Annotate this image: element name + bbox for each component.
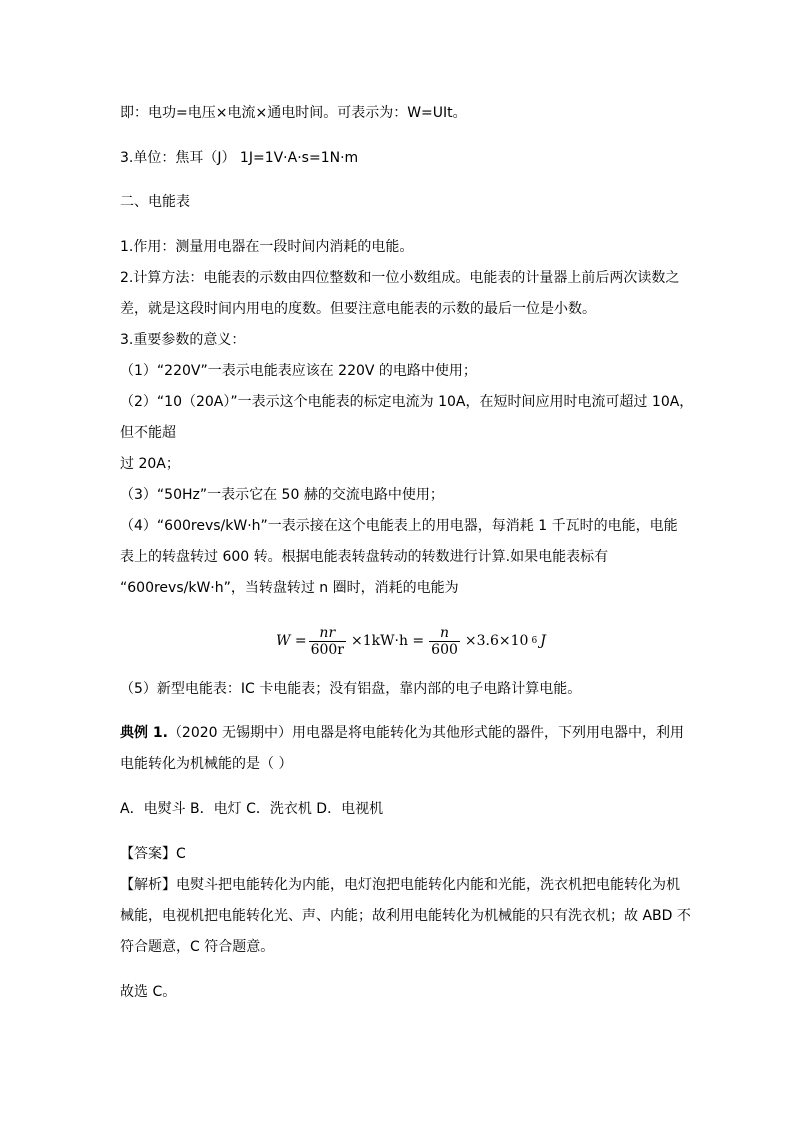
text-line: 表上的转盘转过 600 转。根据电能表转盘转动的转数进行计算.如果电能表标有 <box>120 549 609 565</box>
conclusion-line: 故选 C。 <box>120 984 177 1000</box>
section-heading: 二、电能表 <box>120 194 190 210</box>
formula-lhs: W = <box>276 633 307 649</box>
analysis-line: 械能，电视机把电能转化光、声、内能；故利用电能转化为机械能的只有洗衣机；故 ABD 不 <box>120 908 691 924</box>
fraction-numerator: n <box>440 624 450 641</box>
text-line: （3）“50Hz”一表示它在 50 赫的交流电路中使用； <box>120 487 444 503</box>
text-line: 3.单位：焦耳（J） 1J=1V·A·s=1N·m <box>120 150 359 166</box>
text-line: 过 20A； <box>120 456 180 472</box>
text-line: 电能转化为机械能的是（ ） <box>120 756 293 772</box>
fraction-denominator: 600r <box>310 641 344 658</box>
text-line: 但不能超 <box>120 425 176 441</box>
example-label: 典例 1. <box>120 725 168 741</box>
energy-formula <box>276 621 546 661</box>
options-line: A．电熨斗 B．电灯 C．洗衣机 D．电视机 <box>120 801 384 817</box>
example-text: （2020 无锡期中）用电器是将电能转化为其他形式能的器件，下列用电器中，利用 <box>167 725 685 741</box>
fraction-numerator: nr <box>319 624 336 641</box>
formula-tail: ×3.6×10 <box>464 633 529 649</box>
text-line: （2）“10（20A）”一表示这个电能表的标定电流为 10A，在短时间应用时电流可超过 10A， <box>120 394 694 410</box>
text-line: “600revs/kW·h”，当转盘转过 n 圈时，消耗的电能为 <box>120 580 459 596</box>
text-line: （5）新型电能表：IC 卡电能表；没有铝盘，靠内部的电子电路计算电能。 <box>120 681 582 697</box>
answer-line: 【答案】C <box>120 846 186 862</box>
fraction-nr-over-600r <box>309 625 346 658</box>
text-line: 差，就是这段时间内用电的度数。但要注意电能表的示数的最后一位是小数。 <box>120 301 596 317</box>
fraction-denominator: 600 <box>431 641 458 658</box>
text-line: （4）“600revs/kW·h”一表示接在这个电能表上的用电器，每消耗 1 千瓦时的电能，电能 <box>120 518 678 534</box>
formula-unit: J <box>540 633 546 649</box>
text-line: 3.重要参数的意义： <box>120 332 246 348</box>
formula-middle: ×1kW·h = <box>351 633 425 649</box>
text-line: 1.作用：测量用电器在一段时间内消耗的电能。 <box>120 239 414 255</box>
text-line: 2.计算方法：电能表的示数由四位整数和一位小数组成。电能表的计量器上前后两次读数之 <box>120 270 680 286</box>
example-line <box>120 723 684 743</box>
analysis-line: 【解析】电熨斗把电能转化为内能，电灯泡把电能转化内能和光能，洗衣机把电能转化为机 <box>120 877 680 893</box>
text-line: （1）“220V”一表示电能表应该在 220V 的电路中使用； <box>120 363 477 379</box>
fraction-n-over-600 <box>429 625 460 658</box>
text-line: 即：电功=电压×电流×通电时间。可表示为：W=UIt。 <box>120 105 467 121</box>
analysis-line: 符合题意，C 符合题意。 <box>120 939 275 955</box>
formula-exponent: 6 <box>531 636 538 646</box>
